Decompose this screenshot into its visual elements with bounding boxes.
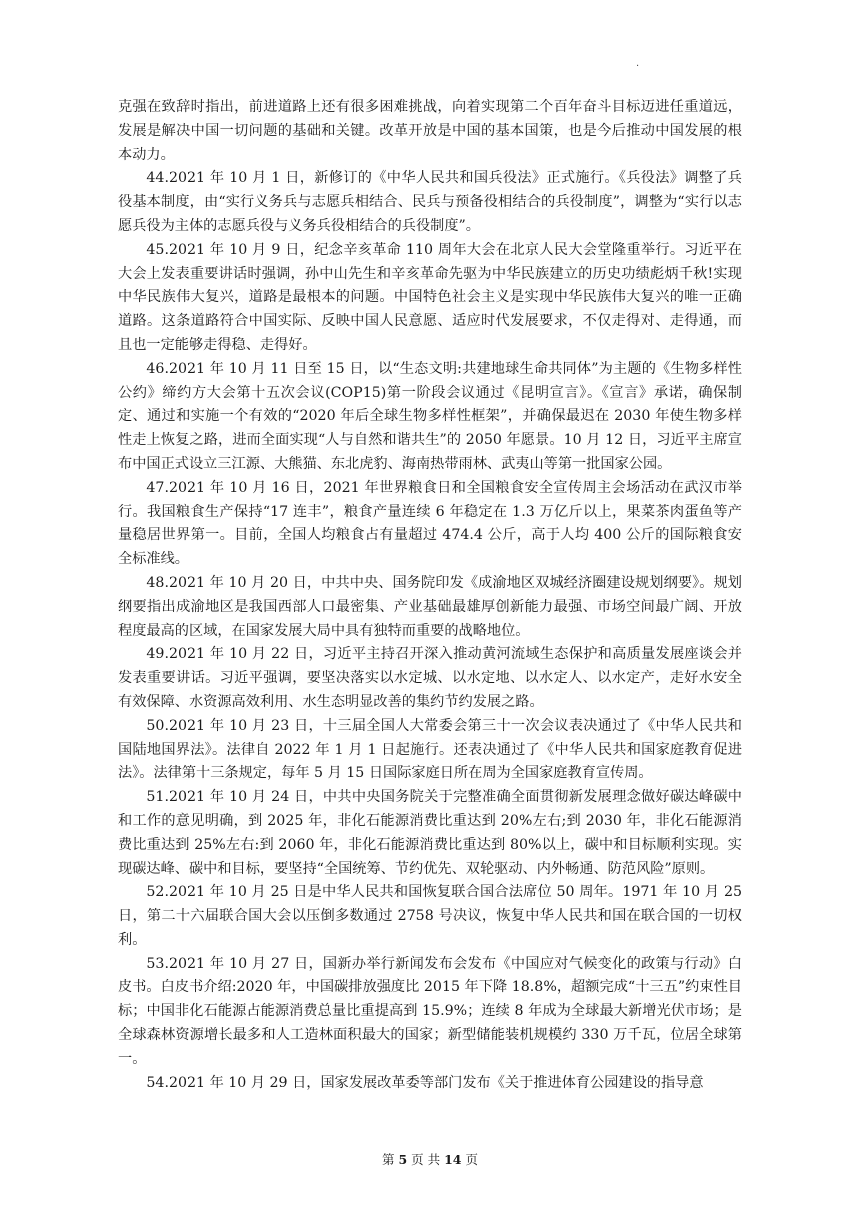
footer-prefix: 第	[382, 1152, 399, 1167]
paragraph-50: 50.2021 年 10 月 23 日，十三届全国人大常委会第三十一次会议表决通过了《中华人民共和国陆地国界法》。法律自 2022 年 1 月 1 日起施行。还表决通过了《中华人民共和国家庭教育促进法》。法律第十三条规定，每年 5 月 15 日国际家庭日所在周为全国家庭教育宣传周。	[118, 717, 742, 782]
paragraph-44: 44.2021 年 10 月 1 日，新修订的《中华人民共和国兵役法》正式施行。《兵役法》调整了兵役基本制度，由“实行义务兵与志愿兵相结合、民兵与预备役相结合的兵役制度”，调整为“实行以志愿兵役为主体的志愿兵役与义务兵役相结合的兵役制度”。	[118, 170, 742, 234]
paragraph-48: 48.2021 年 10 月 20 日，中共中央、国务院印发《成渝地区双城经济圈建设规划纲要》。规划纲要指出成渝地区是我国西部人口最密集、产业基础最雄厚创新能力最强、市场空间最广阔、开放程度最高的区域，在国家发展大局中具有独特而重要的战略地位。	[118, 574, 742, 639]
footer-suffix: 页	[461, 1152, 478, 1167]
paragraph-continuation: 克强在致辞时指出，前进道路上还有很多困难挑战，向着实现第二个百年奋斗目标迈进任重道远，发展是解决中国一切问题的基础和关键。改革开放是中国的基本国策，也是今后推动中国发展的根本动力。	[118, 99, 742, 163]
header-mark: .	[636, 58, 640, 69]
total-page-count: 14	[444, 1152, 462, 1167]
paragraph-47: 47.2021 年 10 月 16 日，2021 年世界粮食日和全国粮食安全宣传周主会场活动在武汉市举行。我国粮食生产保持“17 连丰”，粮食产量连续 6 年稳定在 1.3 万亿斤以上，果菜茶肉蛋鱼等产量稳居世界第一。目前，全国人均粮食占有量超过 474.4 公斤，高于人均 400 公斤的国际粮食安全标准线。	[118, 479, 742, 568]
paragraph-53: 53.2021 年 10 月 27 日，国新办举行新闻发布会发布《中国应对气候变化的政策与行动》白皮书。白皮书介绍:2020 年，中国碳排放强度比 2015 年下降 18.8%，超额完成“十三五”约束性目标；中国非化石能源占能源消费总量比重提高到 15.9%；连续 8 年成为全球最大新增光伏市场；是全球森林资源增长最多和人工造林面积最大的国家；新型储能装机规模约 330 万千瓦，位居全球第一。	[118, 955, 742, 1067]
paragraph-49: 49.2021 年 10 月 22 日，习近平主持召开深入推动黄河流域生态保护和高质量发展座谈会并发表重要讲话。习近平强调，要坚决落实以水定城、以水定地、以水定人、以水定产，走好水安全有效保障、水资源高效利用、水生态明显改善的集约节约发展之路。	[118, 646, 742, 710]
paragraph-52: 52.2021 年 10 月 25 日是中华人民共和国恢复联合国合法席位 50 周年。1971 年 10 月 25 日，第二十六届联合国大会以压倒多数通过 2758 号决议，恢复中华人民共和国在联合国的一切权利。	[118, 884, 742, 948]
current-page-number: 5	[398, 1152, 408, 1167]
paragraph-54: 54.2021 年 10 月 29 日，国家发展改革委等部门发布《关于推进体育公园建设的指导意	[146, 1074, 704, 1091]
paragraph-51: 51.2021 年 10 月 24 日，中共中央国务院关于完整准确全面贯彻新发展理念做好碳达峰碳中和工作的意见明确，到 2025 年，非化石能源消费比重达到 20%左右;到 2030 年，非化石能源消费比重达到 25%左右:到 2060 年，非化石能源消费比重达到 80%以上，碳中和目标顺利实现。实现碳达峰、碳中和目标，要坚持“全国统筹、节约优先、双轮驱动、内外畅通、防范风险”原则。	[118, 789, 742, 877]
document-body	[118, 96, 742, 1095]
footer-middle: 页 共	[407, 1152, 445, 1167]
paragraph-46: 46.2021 年 10 月 11 日至 15 日，以“生态文明:共建地球生命共同体”为主题的《生物多样性公约》缔约方大会第十五次会议(COP15)第一阶段会议通过《昆明宣言》。《宣言》承诺，确保制定、通过和实施一个有效的“2020 年后全球生物多样性框架”，并确保最迟在 2030 年使生物多样性走上恢复之路，进而全面实现“人与自然和谐共生”的 2050 年愿景。10 月 12 日，习近平主席宣布中国正式设立三江源、大熊猫、东北虎豹、海南热带雨林、武夷山等第一批国家公园。	[118, 360, 742, 472]
paragraph-45: 45.2021 年 10 月 9 日，纪念辛亥革命 110 周年大会在北京人民大会堂隆重举行。习近平在大会上发表重要讲话时强调，孙中山先生和辛亥革命先驱为中华民族建立的历史功绩彪炳千秋!实现中华民族伟大复兴，道路是最根本的问题。中国特色社会主义是实现中华民族伟大复兴的唯一正确道路。这条道路符合中国实际、反映中国人民意愿、适应时代发展要求，不仅走得对、走得通，而且也一定能够走得稳、走得好。	[118, 241, 742, 353]
page-footer	[0, 1150, 860, 1168]
